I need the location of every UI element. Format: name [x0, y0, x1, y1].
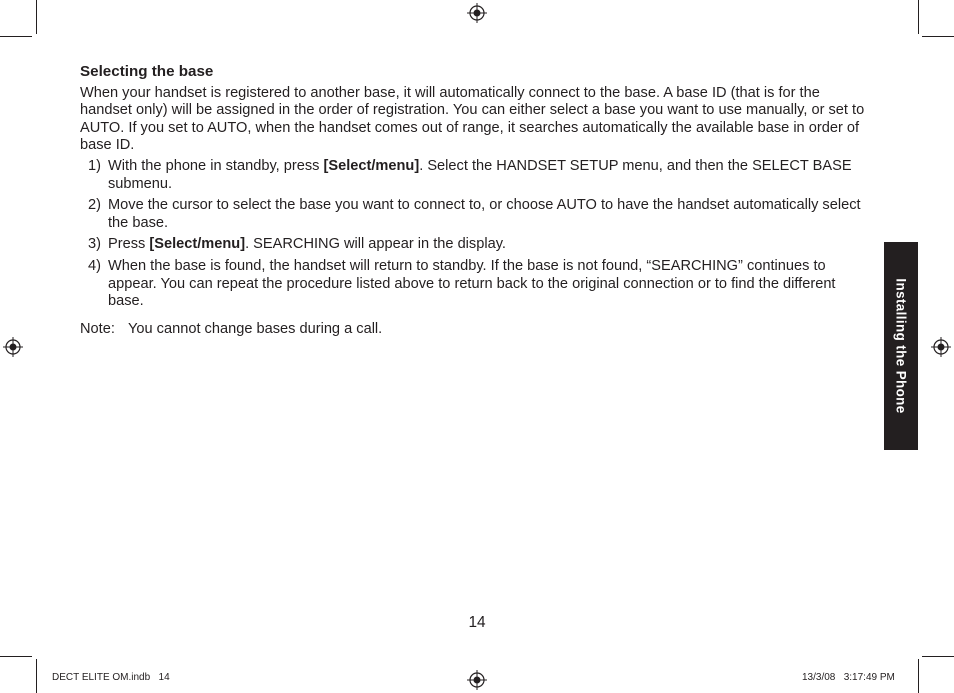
registration-mark-icon: [467, 670, 487, 690]
crop-mark: [0, 36, 32, 37]
step-number: 2): [88, 197, 101, 214]
step-text: With the phone in standby, press: [108, 157, 324, 174]
steps-list: [80, 158, 872, 311]
crop-mark: [36, 659, 37, 693]
step-key: [Select/menu]: [323, 157, 420, 174]
crop-mark: [918, 0, 919, 34]
step-text: When the base is found, the handset will return to standby. If the base is not found, “SEARCHING” continues to appear. You can repeat the procedure listed above to return back to the original connection or to find the different base.: [108, 257, 836, 310]
step-text: Move the cursor to select the base you want to connect to, or choose AUTO to have the handset automatically select the base.: [108, 197, 861, 231]
step-number: 4): [88, 257, 101, 274]
intro-paragraph: When your handset is registered to another base, it will automatically connect to the base. A base ID (that is for the handset only) will be assigned in the order of registration. You can either select a base you want to use manually, or set to AUTO. If you set to AUTO, when the handset comes out of range, it searches automatically the available base in order of base ID.: [80, 84, 865, 154]
list-item: [80, 258, 872, 311]
step-number: 3): [88, 236, 101, 253]
note-label: Note:: [80, 320, 115, 337]
section-heading: Selecting the base: [80, 63, 214, 80]
list-item: [80, 197, 872, 232]
page-content: [80, 63, 872, 338]
note: [80, 321, 872, 339]
step-text: . SEARCHING will appear in the display.: [245, 236, 506, 253]
crop-mark: [36, 0, 37, 34]
crop-mark: [0, 656, 32, 657]
crop-mark: [922, 36, 954, 37]
crop-mark: [922, 656, 954, 657]
section-side-tab: [884, 242, 918, 450]
list-item: [80, 158, 872, 193]
step-key: [Select/menu]: [149, 236, 246, 253]
side-tab-label: Installing the Phone: [893, 278, 909, 414]
registration-mark-icon: [3, 337, 23, 357]
page-number: 14: [468, 614, 486, 631]
print-slug-file: DECT ELITE OM.indb 14: [52, 672, 170, 683]
registration-mark-icon: [931, 337, 951, 357]
print-slug-timestamp: 13/3/08 3:17:49 PM: [802, 672, 895, 683]
registration-mark-icon: [467, 3, 487, 23]
step-text: . Select the HANDSET SETUP menu, and then the SELECT BASE submenu.: [108, 157, 852, 192]
crop-mark: [918, 659, 919, 693]
step-text: Press: [108, 236, 150, 253]
step-number: 1): [88, 157, 101, 174]
note-text: You cannot change bases during a call.: [128, 320, 383, 337]
list-item: [80, 236, 872, 254]
